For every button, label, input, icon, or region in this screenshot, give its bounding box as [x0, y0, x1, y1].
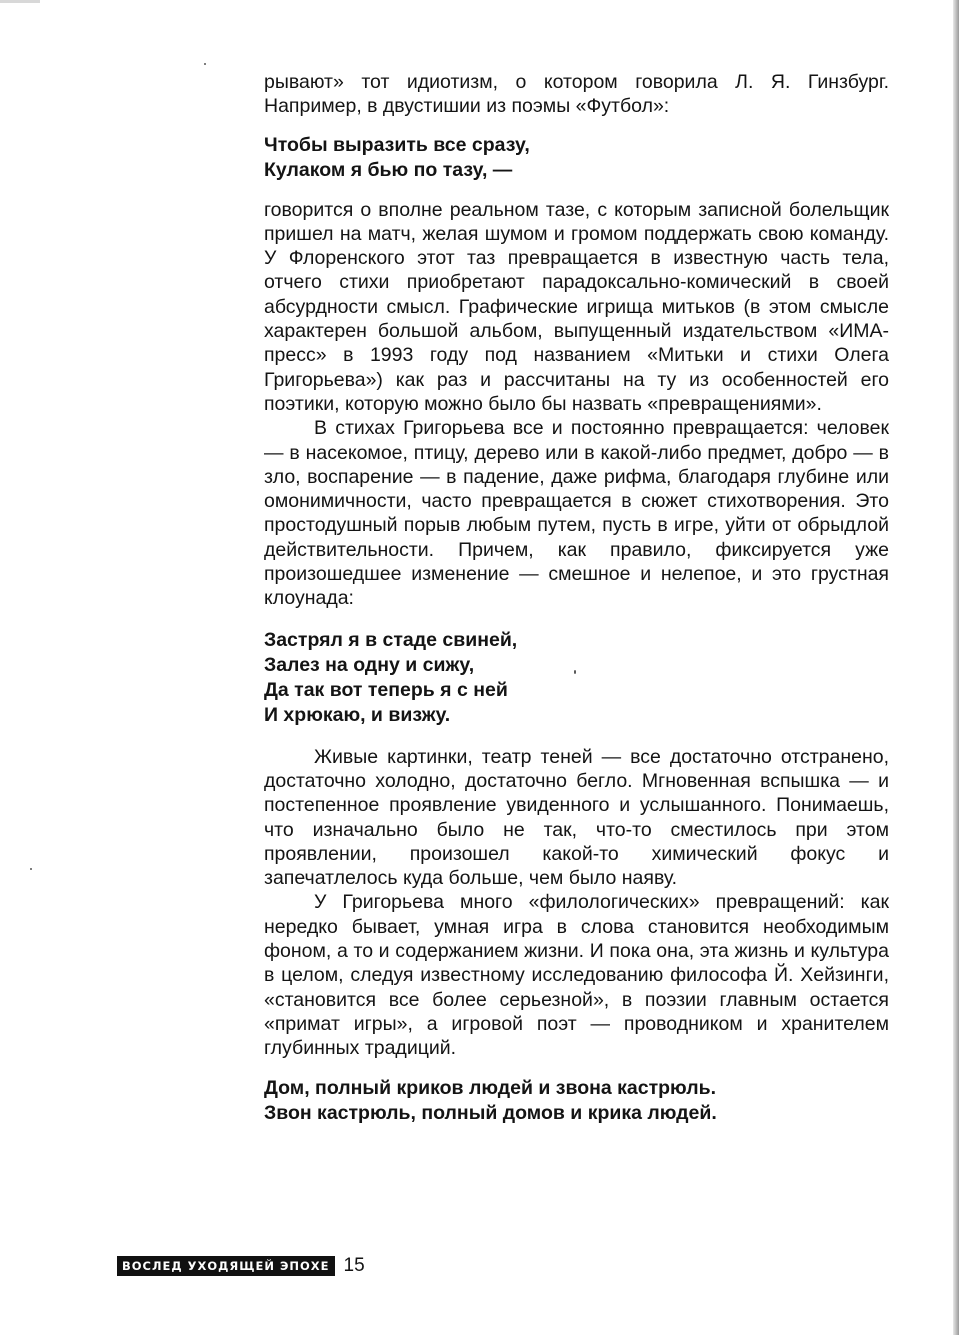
verse-line: Дом, полный криков людей и звона кастрюль. — [264, 1076, 717, 1099]
verse-pots — [264, 1076, 889, 1126]
page-number: 15 — [343, 1255, 365, 1276]
verse-line: Да так вот теперь я с ней — [264, 678, 508, 701]
verse-football — [264, 133, 889, 183]
page-footer — [117, 1255, 365, 1277]
scan-speck — [30, 868, 32, 870]
verse-line: Кулаком я бью по тазу, — — [264, 158, 513, 181]
verse-line: Застрял я в стаде свиней, — [264, 628, 518, 651]
body-paragraph: Живые картинки, театр теней — все достаточно отстранено, достаточно холодно, достаточно бегло. Мгновенная вспышка — и постепенное проявление увиденного и услышанного. Понимаешь, что изначально было не так, что-то сместилось при этом проявлении, произошел какой-то химический фокус и запечатлелось куда больше, чем было наяву. — [264, 745, 889, 890]
article-column — [264, 70, 889, 1126]
verse-pigs — [264, 628, 889, 728]
verse-line: И хрюкаю, и визжу. — [264, 703, 451, 726]
body-paragraph: говорится о вполне реальном тазе, с которым записной болельщик пришел на матч, желая шумом и громом поддержать свою команду. У Флоренского этот таз превращается в известную часть тела, отчего стихи приобретают парадоксально-комический в своей абсурдности смысл. Графические игрища митьков (в этом смысле характерен большой альбом, выпущенный издательством «ИМА-пресс» в 1993 году под названием «Митьки и стихи Олега Григорьева») как раз и рассчитаны на ту из особенностей его поэтики, которую можно было бы назвать «превращениями». — [264, 198, 889, 415]
body-paragraph: У Григорьева много «филологических» превращений: как нередко бывает, умная игра в слова становится необходимым фоном, а то и содержанием жизни. И пока она, эта жизнь и культура в целом, следуя известному исследованию философа Й. Хейзинги, «становится все более серьезной», в поэзии главным остается «примат игры», а игровой поэт — проводником и хранителем глубинных традиций. — [264, 891, 889, 1060]
intro-paragraph: рывают» тот идиотизм, о котором говорила Л. Я. Гинзбург. Например, в двустишии из поэмы «Футбол»: — [264, 71, 889, 118]
page-edge-right — [953, 0, 959, 1335]
verse-line: Чтобы выразить все сразу, — [264, 133, 530, 156]
body-paragraph: В стихах Григорьева все и постоянно превращается: человек — в насекомое, птицу, дерево или в какой-либо предмет, добро — в зло, воспарение — в падение, даже рифма, благодаря глубине или омонимичности, часто превращается в сюжет стихотворения. Это простодушный порыв любым путем, пусть в игре, уйти от обрыдлой действительности. Причем, как правило, фиксируется уже произошедшее изменение — смешное и нелепое, и это грустная клоунада: — [264, 417, 889, 610]
verse-line: Звон кастрюль, полный домов и крика людей. — [264, 1101, 717, 1124]
section-title-badge: ВОСЛЕД УХОДЯЩЕЙ ЭПОХЕ — [117, 1256, 335, 1276]
scan-speck — [204, 63, 206, 65]
verse-line: Залез на одну и сижу, — [264, 653, 475, 676]
page-edge-top — [0, 0, 40, 3]
